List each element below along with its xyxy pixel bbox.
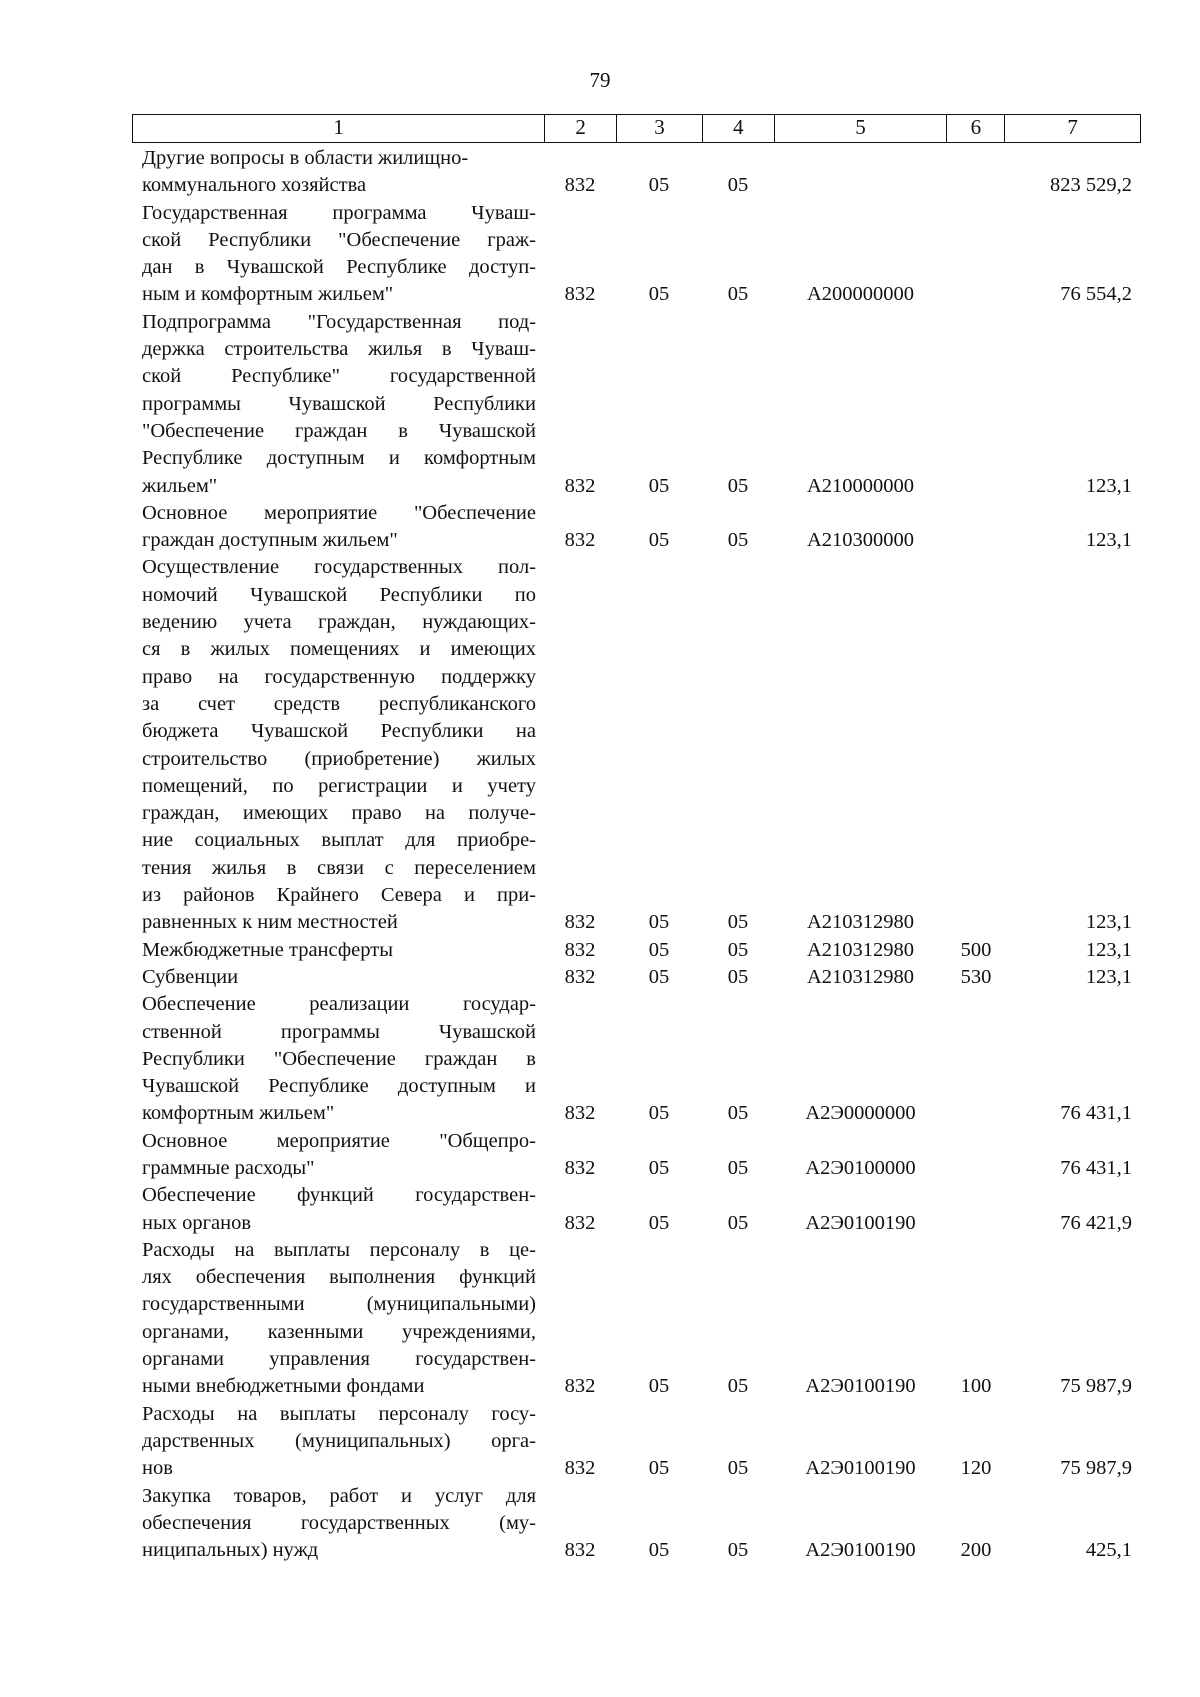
row-description — [132, 1237, 544, 1401]
target-article-code: А2Э0100190 — [805, 1375, 916, 1398]
table-row — [132, 200, 1141, 309]
description-line: ведению учета граждан, нуждающих- — [142, 611, 536, 634]
row-description — [132, 1483, 544, 1565]
subsection-code: 05 — [727, 965, 749, 988]
amount: 123,1 — [1085, 474, 1132, 497]
amount: 75 987,9 — [1060, 1457, 1132, 1480]
description-line: помещений, по регистрации и учету — [142, 774, 536, 797]
description-line: строительство (приобретение) жилых — [142, 747, 536, 770]
subsection-code: 05 — [727, 1156, 749, 1179]
description-line: Осуществление государственных пол- — [142, 556, 536, 579]
description-line: дан в Чувашской Республике доступ- — [142, 256, 536, 279]
amount: 76 421,9 — [1060, 1211, 1132, 1234]
target-article-code: А210312980 — [806, 938, 915, 961]
description-line: ся в жилых помещениях и имеющих — [142, 638, 536, 661]
description-line: равненных к ним местностей — [142, 911, 398, 934]
section-code: 05 — [648, 1375, 670, 1398]
column-header-1: 1 — [333, 115, 344, 139]
description-line: из районов Крайнего Севера и при- — [142, 884, 536, 907]
table-row — [132, 1128, 1141, 1183]
description-line: Расходы на выплаты персоналу госу- — [142, 1402, 536, 1425]
section-code: 05 — [648, 1102, 670, 1125]
ministry-code: 832 — [564, 1211, 596, 1234]
description-line: за счет средств республиканского — [142, 692, 536, 715]
description-line: Обеспечение реализации государ- — [142, 993, 536, 1016]
description-line: Закупка товаров, работ и услуг для — [142, 1484, 536, 1507]
row-description — [132, 1128, 544, 1183]
subsection-code: 05 — [727, 1211, 749, 1234]
description-line: ской Республике" государственной — [142, 365, 536, 388]
description-line: Основное мероприятие "Обеспечение — [142, 501, 536, 524]
row-description — [132, 200, 544, 309]
amount: 76 554,2 — [1060, 283, 1132, 306]
description-line: органами управления государствен- — [142, 1348, 536, 1371]
table-row — [132, 145, 1141, 200]
row-description — [132, 554, 544, 936]
amount: 76 431,1 — [1060, 1156, 1132, 1179]
table-row — [132, 937, 1141, 964]
ministry-code: 832 — [564, 1102, 596, 1125]
description-line: ниципальных) нужд — [142, 1539, 319, 1562]
target-article-code: А200000000 — [806, 283, 915, 306]
expense-type-code: 200 — [960, 1539, 992, 1562]
description-line: ние социальных выплат для приобре- — [142, 829, 536, 852]
description-line: ными внебюджетными фондами — [142, 1375, 425, 1398]
target-article-code: А2Э0100190 — [805, 1211, 916, 1234]
expense-type-code: 120 — [960, 1457, 992, 1480]
description-line: ственной программы Чувашской — [142, 1020, 536, 1043]
target-article-code: А2Э0000000 — [805, 1102, 916, 1125]
ministry-code: 832 — [564, 529, 596, 552]
subsection-code: 05 — [727, 1457, 749, 1480]
row-description — [132, 1401, 544, 1483]
description-line: Обеспечение функций государствен- — [142, 1184, 536, 1207]
description-line: ской Республики "Обеспечение граж- — [142, 228, 536, 251]
target-article-code: А210312980 — [806, 965, 915, 988]
description-line: граждан, имеющих право на получе- — [142, 802, 536, 825]
subsection-code: 05 — [727, 1102, 749, 1125]
ministry-code: 832 — [564, 911, 596, 934]
target-article-code: А210000000 — [806, 474, 915, 497]
expense-type-code: 530 — [960, 965, 992, 988]
row-description — [132, 964, 544, 991]
section-code: 05 — [648, 1539, 670, 1562]
expense-type-code: 100 — [960, 1375, 992, 1398]
table-header — [132, 114, 1141, 143]
description-line: Другие вопросы в области жилищно- — [142, 147, 469, 169]
row-description — [132, 145, 544, 200]
description-line: органами, казенными учреждениями, — [142, 1320, 536, 1343]
amount: 123,1 — [1085, 911, 1132, 934]
description-line: программы Чувашской Республики — [142, 392, 536, 415]
row-description — [132, 937, 544, 964]
description-line: обеспечения государственных (му- — [142, 1511, 536, 1534]
description-line: комфортным жильем" — [142, 1102, 335, 1125]
description-line: нов — [142, 1457, 173, 1480]
target-article-code: А210312980 — [806, 911, 915, 934]
section-code: 05 — [648, 283, 670, 306]
description-line: "Обеспечение граждан в Чувашской — [142, 419, 536, 442]
description-line: номочий Чувашской Республики по — [142, 583, 536, 606]
description-line: Основное мероприятие "Общепро- — [142, 1129, 536, 1152]
section-code: 05 — [648, 174, 670, 197]
description-line: ных органов — [142, 1211, 252, 1234]
ministry-code: 832 — [564, 1539, 596, 1562]
description-line: тения жилья в связи с переселением — [142, 856, 536, 879]
section-code: 05 — [648, 1211, 670, 1234]
ministry-code: 832 — [564, 1457, 596, 1480]
table-row — [132, 1182, 1141, 1237]
column-header-5: 5 — [774, 115, 947, 142]
section-code: 05 — [648, 1156, 670, 1179]
column-header-4: 4 — [702, 115, 774, 142]
subsection-code: 05 — [727, 529, 749, 552]
description-line: граммные расходы" — [142, 1156, 315, 1179]
description-line: бюджета Чувашской Республики на — [142, 720, 536, 743]
ministry-code: 832 — [564, 1156, 596, 1179]
amount: 425,1 — [1085, 1539, 1132, 1562]
amount: 123,1 — [1085, 938, 1132, 961]
column-header-6: 6 — [946, 115, 1004, 142]
description-line: право на государственную поддержку — [142, 665, 536, 688]
description-line: Расходы на выплаты персоналу в це- — [142, 1238, 536, 1261]
subsection-code: 05 — [727, 474, 749, 497]
amount: 823 529,2 — [1050, 174, 1132, 197]
description-line: Межбюджетные трансферты — [142, 938, 393, 961]
description-line: ным и комфортным жильем" — [142, 283, 394, 306]
description-line: Республики "Обеспечение граждан в — [142, 1047, 536, 1070]
subsection-code: 05 — [727, 174, 749, 197]
subsection-code: 05 — [727, 1375, 749, 1398]
description-line: Республике доступным и комфортным — [142, 447, 536, 470]
row-description — [132, 500, 544, 555]
table-row — [132, 500, 1141, 555]
row-description — [132, 991, 544, 1127]
description-line: дарственных (муниципальных) орга- — [142, 1429, 536, 1452]
row-description — [132, 1182, 544, 1237]
target-article-code: А210300000 — [806, 529, 915, 552]
description-line: коммунального хозяйства — [142, 174, 367, 197]
description-line: Государственная программа Чуваш- — [142, 201, 536, 224]
column-header-7: 7 — [1004, 115, 1140, 142]
table-row — [132, 309, 1141, 500]
description-line: Субвенции — [142, 965, 239, 988]
page-number: 79 — [589, 68, 611, 92]
description-line: держка строительства жилья в Чуваш- — [142, 338, 536, 361]
section-code: 05 — [648, 965, 670, 988]
amount: 123,1 — [1085, 529, 1132, 552]
section-code: 05 — [648, 529, 670, 552]
ministry-code: 832 — [564, 1375, 596, 1398]
expense-type-code: 500 — [960, 938, 992, 961]
section-code: 05 — [648, 938, 670, 961]
table-row — [132, 1483, 1141, 1565]
section-code: 05 — [648, 1457, 670, 1480]
section-code: 05 — [648, 474, 670, 497]
row-description — [132, 309, 544, 500]
description-line: граждан доступным жильем" — [142, 529, 398, 552]
table-row — [132, 554, 1141, 936]
subsection-code: 05 — [727, 283, 749, 306]
description-line: Подпрограмма "Государственная под- — [142, 310, 536, 333]
table-row — [132, 991, 1141, 1127]
amount: 123,1 — [1085, 965, 1132, 988]
ministry-code: 832 — [564, 474, 596, 497]
ministry-code: 832 — [564, 965, 596, 988]
target-article-code: А2Э0100190 — [805, 1457, 916, 1480]
description-line: лях обеспечения выполнения функций — [142, 1266, 536, 1289]
subsection-code: 05 — [727, 911, 749, 934]
subsection-code: 05 — [727, 938, 749, 961]
ministry-code: 832 — [564, 283, 596, 306]
table-row — [132, 1401, 1141, 1483]
column-header-3: 3 — [616, 115, 702, 142]
target-article-code: А2Э0100190 — [805, 1539, 916, 1562]
column-header-2: 2 — [544, 115, 616, 142]
description-line: государственными (муниципальными) — [142, 1293, 536, 1316]
ministry-code: 832 — [564, 174, 596, 197]
section-code: 05 — [648, 911, 670, 934]
table-row — [132, 1237, 1141, 1401]
description-line: жильем" — [142, 474, 218, 497]
amount: 76 431,1 — [1060, 1102, 1132, 1125]
subsection-code: 05 — [727, 1539, 749, 1562]
table-body — [132, 145, 1141, 1564]
amount: 75 987,9 — [1060, 1375, 1132, 1398]
ministry-code: 832 — [564, 938, 596, 961]
description-line: Чувашской Республике доступным и — [142, 1075, 536, 1098]
table-row — [132, 964, 1141, 991]
target-article-code: А2Э0100000 — [805, 1156, 916, 1179]
